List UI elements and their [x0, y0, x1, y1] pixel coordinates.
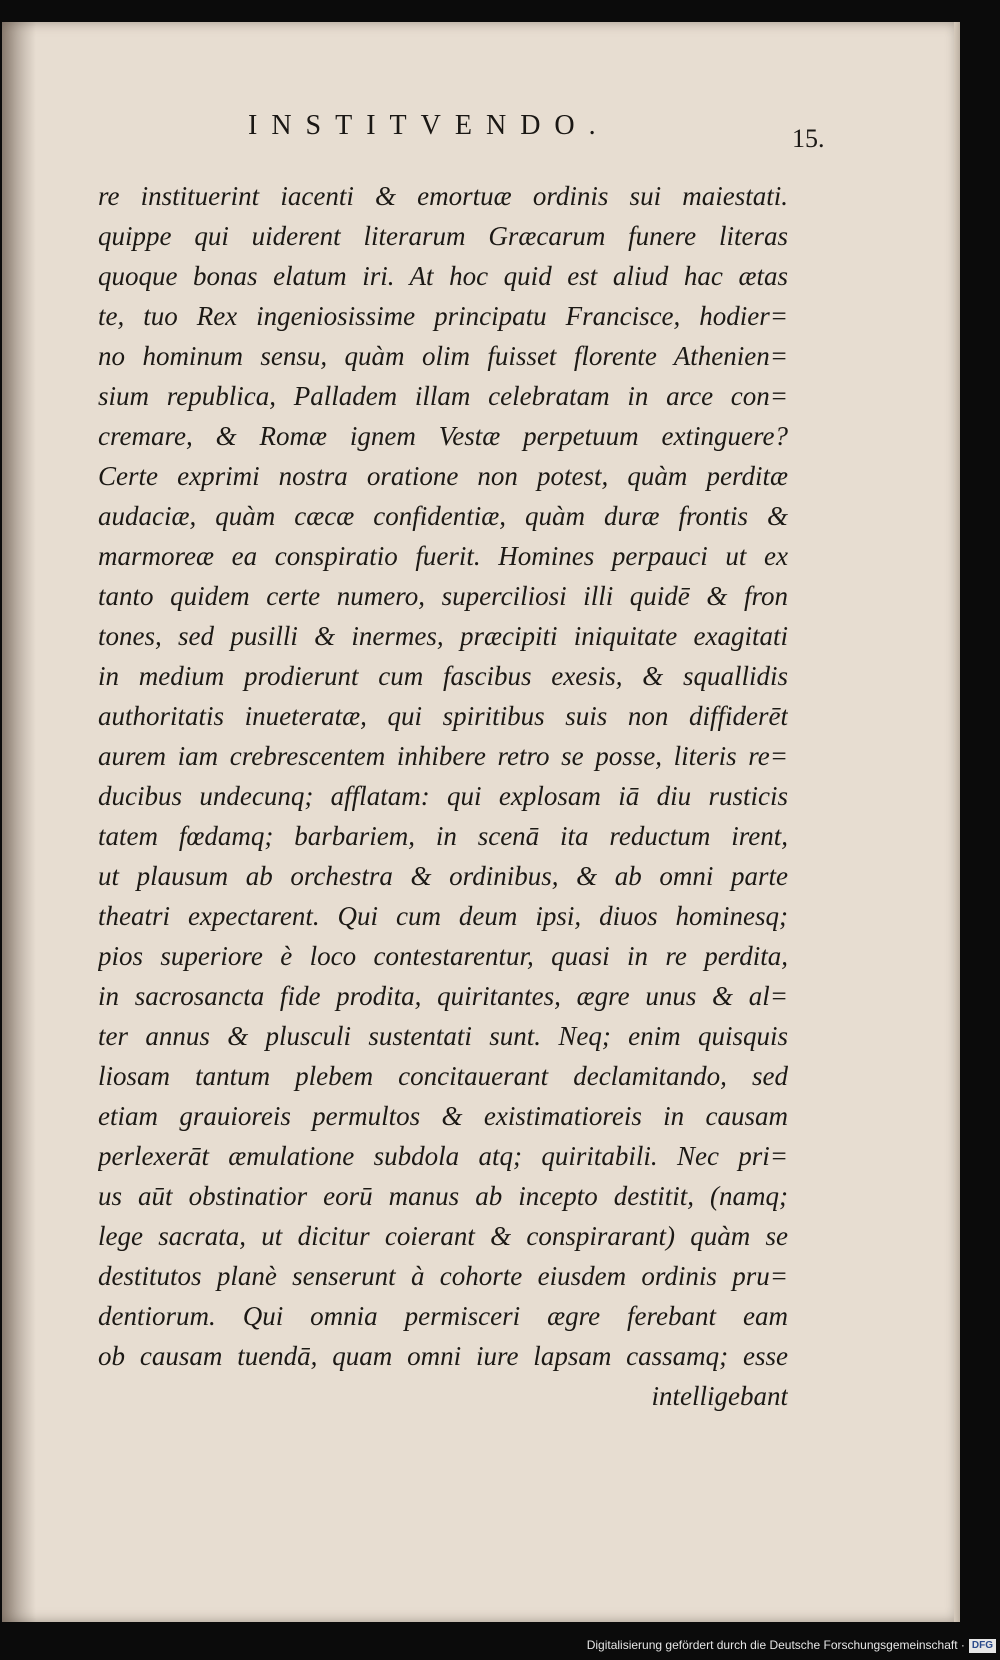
text-line: Certe exprimi nostra oratione non potest, quàm perditæ: [98, 461, 788, 491]
book-page: [2, 22, 960, 1622]
text-line: ut plausum ab orchestra & ordinibus, & ab omni parte: [98, 861, 788, 891]
text-line: quoque bonas elatum iri. At hoc quid est aliud hac ætas: [98, 261, 788, 291]
catchword: intelligebant: [651, 1381, 788, 1411]
page-edge: [954, 22, 960, 1622]
text-line: in medium prodierunt cum fascibus exesis, & squallidis: [98, 661, 788, 691]
text-line: perlexerāt æmulatione subdola atq; quiritabili. Nec pri=: [98, 1141, 788, 1171]
text-line: tones, sed pusilli & inermes, præcipiti iniquitate exagitati: [98, 621, 788, 651]
text-line: ob causam tuendā, quam omni iure lapsam cassamq; esse: [98, 1341, 788, 1371]
text-line: dentiorum. Qui omnia permisceri ægre ferebant eam: [98, 1301, 788, 1331]
text-line: tanto quidem certe numero, superciliosi illi quidē & fron: [98, 581, 788, 611]
text-line: sium republica, Palladem illam celebratam in arce con=: [98, 381, 788, 411]
dfg-logo: DFG: [969, 1639, 996, 1653]
text-line: audaciæ, quàm cæcæ confidentiæ, quàm duræ frontis &: [98, 501, 788, 531]
text-line: ter annus & plusculi sustentati sunt. Neq; enim quisquis: [98, 1021, 788, 1051]
credit-text: Digitalisierung gefördert durch die Deutsche Forschungsgemeinschaft ·: [586, 1638, 965, 1652]
text-line: ducibus undecunq; afflatam: qui explosam iā diu rusticis: [98, 781, 788, 811]
text-line: authoritatis inueteratæ, qui spiritibus suis non diffiderēt: [98, 701, 788, 731]
text-line: aurem iam crebrescentem inhibere retro se posse, literis re=: [98, 741, 788, 771]
text-line: us aūt obstinatior eorū manus ab incepto destitit, (namq;: [98, 1181, 788, 1211]
text-line: tatem fœdamq; barbariem, in scenā ita reductum irent,: [98, 821, 788, 851]
text-line: in sacrosancta fide prodita, quiritantes, ægre unus & al=: [98, 981, 788, 1011]
text-line: te, tuo Rex ingeniosissime principatu Francisce, hodier=: [98, 301, 788, 331]
text-line: marmoreæ ea conspiratio fuerit. Homines perpauci ut ex: [98, 541, 788, 571]
digitization-credit: [587, 1634, 996, 1656]
text-line: cremare, & Romæ ignem Vestæ perpetuum extinguere?: [98, 421, 788, 451]
text-line: quippe qui uiderent literarum Græcarum funere literas: [98, 221, 788, 251]
running-head: INSTITVENDO.: [248, 110, 610, 141]
text-line: pios superiore è loco contestarentur, quasi in re perdita,: [98, 941, 788, 971]
binding-shadow: [2, 22, 36, 1622]
text-line: re instituerint iacenti & emortuæ ordinis sui maiestati.: [98, 181, 788, 211]
body-text: [98, 176, 788, 1416]
text-line: no hominum sensu, quàm olim fuisset florente Athenien=: [98, 341, 788, 371]
text-line: lege sacrata, ut dicitur coierant & conspirarant) quàm se: [98, 1221, 788, 1251]
text-line: liosam tantum plebem concitauerant declamitando, sed: [98, 1061, 788, 1091]
text-line: theatri expectarent. Qui cum deum ipsi, diuos hominesq;: [98, 901, 788, 931]
text-line: destitutos planè senserunt à cohorte eiusdem ordinis pru=: [98, 1261, 788, 1291]
text-line: etiam grauioreis permultos & existimatioreis in causam: [98, 1101, 788, 1131]
folio-number: 15.: [792, 124, 825, 153]
